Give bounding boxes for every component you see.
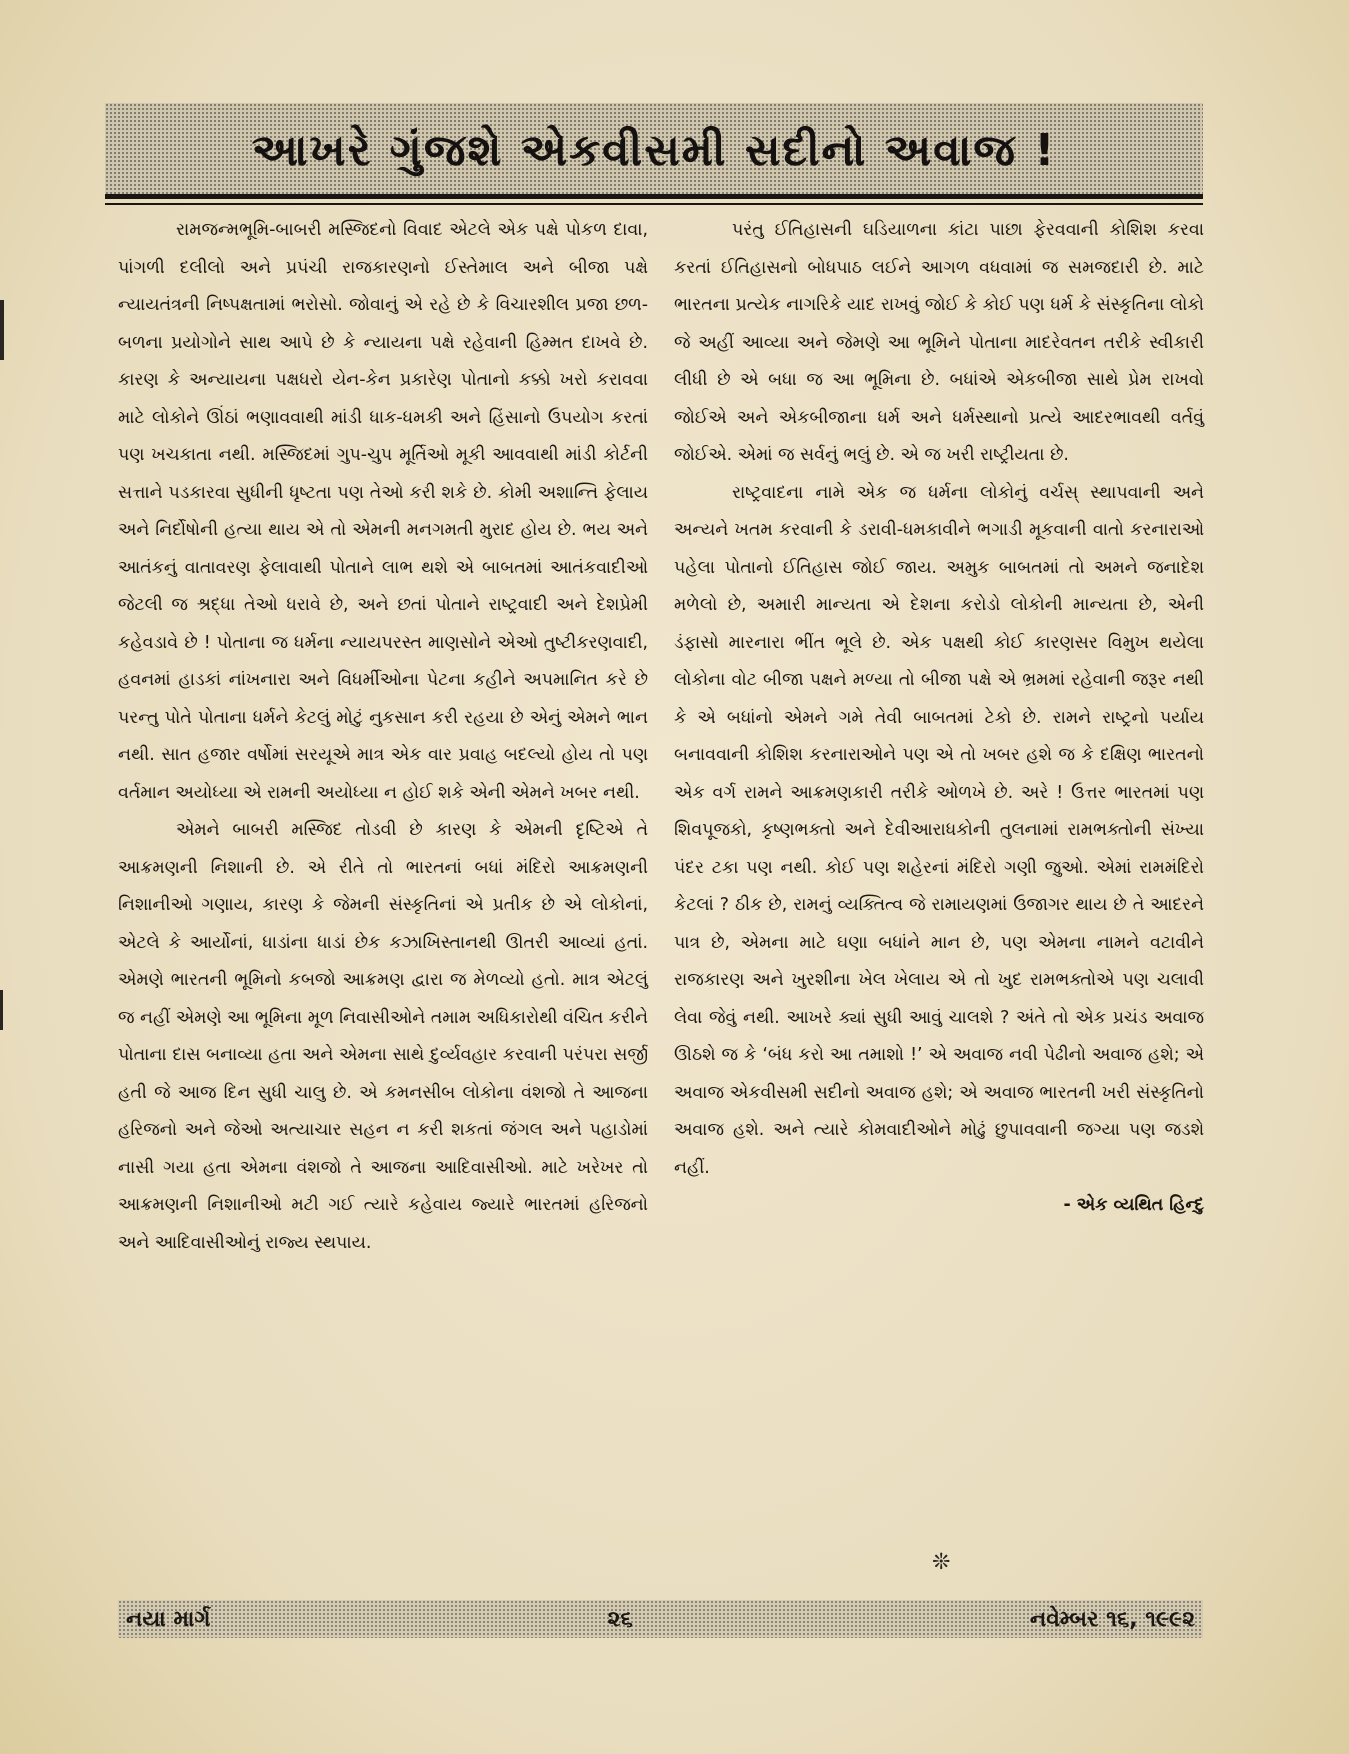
right-column [674, 212, 1204, 1225]
left-column [118, 212, 648, 1262]
article-paragraph: રામજન્મભૂમિ-બાબરી મસ્જિદનો વિવાદ એટલે એક પક્ષે પોકળ દાવા, પાંગળી દલીલો અને પ્રપંચી રાજકારણનો ઈસ્તેમાલ અને બીજા પક્ષે ન્યાયતંત્રની નિષ્પક્ષતામાં ભરોસો. જોવાનું એ રહે છે કે વિચારશીલ પ્રજા છળ-બળના પ્રયોગોને સાથ આપે છે કે ન્યાયના પક્ષે રહેવાની હિમ્મત દાખવે છે. કારણ કે અન્યાયના પક્ષધરો યેન-કેન પ્રકારેણ પોતાનો કક્કો ખરો કરાવવા માટે લોકોને ઊંઠાં ભણાવવાથી માંડી ધાક-ધમકી અને હિંસાનો ઉપયોગ કરતાં પણ ખચકાતા નથી. મસ્જિદમાં ગુપ-ચુપ મૂર્તિઓ મૂકી આવવાથી માંડી કોર્ટની સત્તાને પડકારવા સુધીની ધૃષ્ટતા પણ તેઓ કરી શકે છે. કોમી અશાન્તિ ફેલાય અને નિર્દોષોની હત્યા થાય એ તો એમની મનગમતી મુરાદ હોય છે. ભય અને આતંકનું વાતાવરણ ફેલાવાથી પોતાને લાભ થશે એ બાબતમાં આતંકવાદીઓ જેટલી જ શ્રદ્ધા તેઓ ધરાવે છે, અને છતાં પોતાને રાષ્ટ્રવાદી અને દેશપ્રેમી કહેવડાવે છે ! પોતાના જ ધર્મના ન્યાયપરસ્ત માણસોને એઓ તુષ્ટીકરણવાદી, હવનમાં હાડકાં નાંખનારા અને વિધર્મીઓના પેટના કહીને અપમાનિત કરે છે પરન્તુ પોતે પોતાના ધર્મને કેટલું મોટું નુકસાન કરી રહયા છે એનું એમને ભાન નથી. સાત હજાર વર્ષોમાં સરયૂએ માત્ર એક વાર પ્રવાહ બદલ્યો હોય તો પણ વર્તમાન અયોધ્યા એ રામની અયોધ્યા ન હોઈ શકે એની એમને ખબર નથી. [118, 220, 648, 803]
page-footer [118, 1600, 1203, 1638]
publication-name: નયા માર્ગ [126, 1606, 211, 1632]
asterism-ornament-icon: ❊ [932, 1550, 951, 1575]
issue-date: નવેમ્બર ૧૬, ૧૯૯૨ [1029, 1606, 1195, 1632]
title-banner [105, 103, 1203, 198]
edge-mark [0, 990, 3, 1030]
article-paragraph: એમને બાબરી મસ્જિદ તોડવી છે કારણ કે એમની દૃષ્ટિએ તે આક્રમણની નિશાની છે. એ રીતે તો ભારતનાં બધાં મંદિરો આક્રમણની નિશાનીઓ ગણાય, કારણ કે જેમની સંસ્કૃતિનાં એ પ્રતીક છે એ લોકોનાં, એટલે કે આર્યોનાં, ધાડાંના ધાડાં છેક કઝાખિસ્તાનથી ઊતરી આવ્યાં હતાં. એમણે ભારતની ભૂમિનો કબજો આક્રમણ દ્વારા જ મેળવ્યો હતો. માત્ર એટલું જ નહીં એમણે આ ભૂમિના મૂળ નિવાસીઓને તમામ અધિકારોથી વંચિત કરીને પોતાના દાસ બનાવ્યા હતા અને એમના સાથે દુર્વ્યવહાર કરવાની પરંપરા સર્જી હતી જે આજ દિન સુધી ચાલુ છે. એ કમનસીબ લોકોના વંશજો તે આજના હરિજનો અને જેઓ અત્યાચાર સહન ન કરી શકતાં જંગલ અને પહાડોમાં નાસી ગયા હતા એમના વંશજો તે આજના આદિવાસીઓ. માટે ખરેખર તો આક્રમણની નિશાનીઓ મટી ગઈ ત્યારે કહેવાય જ્યારે ભારતમાં હરિજનો અને આદિવાસીઓનું રાજ્ય સ્થપાય. [118, 820, 648, 1253]
article-paragraph: રાષ્ટ્રવાદના નામે એક જ ધર્મના લોકોનું વર્ચસ્ સ્થાપવાની અને અન્યને ખતમ કરવાની કે ડરાવી-ધમકાવીને ભગાડી મૂકવાની વાતો કરનારાઓ પહેલા પોતાનો ઈતિહાસ જોઈ જાય. અમુક બાબતમાં તો અમને જનાદેશ મળેલો છે, અમારી માન્યતા એ દેશના કરોડો લોકોની માન્યતા છે, એની ડંફાસો મારનારા ભીંત ભૂલે છે. એક પક્ષથી કોઈ કારણસર વિમુખ થયેલા લોકોના વોટ બીજા પક્ષને મળ્યા તો બીજા પક્ષે એ ભ્રમમાં રહેવાની જરૂર નથી કે એ બધાંનો એમને ગમે તેવી બાબતમાં ટેકો છે. રામને રાષ્ટ્રનો પર્યાય બનાવવાની કોશિશ કરનારાઓને પણ એ તો ખબર હશે જ કે દક્ષિણ ભારતનો એક વર્ગ રામને આક્રમણકારી તરીકે ઓળખે છે. અરે ! ઉત્તર ભારતમાં પણ શિવપૂજકો, કૃષ્ણભક્તો અને દેવીઆરાધકોની તુલનામાં રામભક્તોની સંખ્યા પંદર ટકા પણ નથી. કોઈ પણ શહેરનાં મંદિરો ગણી જુઓ. એમાં રામમંદિરો કેટલાં ? ઠીક છે, રામનું વ્યક્તિત્વ જે રામાયણમાં ઉજાગર થાય છે તે આદરને પાત્ર છે, એમના માટે ઘણા બધાંને માન છે, પણ એમના નામને વટાવીને રાજકારણ અને ખુરશીના ખેલ ખેલાય એ તો ખુદ રામભક્તોએ પણ ચલાવી લેવા જેવું નથી. આખરે ક્યાં સુધી આવું ચાલશે ? અંતે તો એક પ્રચંડ અવાજ ઊઠશે જ કે ‘બંધ કરો આ તમાશો !’ એ અવાજ નવી પેઢીનો અવાજ હશે; એ અવાજ એકવીસમી સદીનો અવાજ હશે; એ અવાજ ભારતની ખરી સંસ્કૃતિનો અવાજ હશે. અને ત્યારે કોમવાદીઓને મોઢું છુપાવવાની જગ્યા પણ જડશે નહીં. [674, 482, 1204, 1178]
author-signature: - એક વ્યથિત હિન્દુ [1063, 1195, 1204, 1215]
title-rule-thin [105, 203, 1203, 205]
article-paragraph: પરંતુ ઈતિહાસની ઘડિયાળના કાંટા પાછા ફેરવવાની કોશિશ કરવા કરતાં ઈતિહાસનો બોધપાઠ લઈને આગળ વધવામાં જ સમજદારી છે. માટે ભારતના પ્રત્યેક નાગરિકે યાદ રાખવું જોઈ કે કોઈ પણ ધર્મ કે સંસ્કૃતિના લોકો જે અહીં આવ્યા અને જેમણે આ ભૂમિને પોતાના માદરેવતન તરીકે સ્વીકારી લીધી છે એ બધા જ આ ભૂમિના છે. બધાંએ એકબીજા સાથે પ્રેમ રાખવો જોઈએ અને એકબીજાના ધર્મ અને ધર્મસ્થાનો પ્રત્યે આદરભાવથી વર્તવું જોઈએ. એમાં જ સર્વનું ભલું છે. એ જ ખરી રાષ્ટ્રીયતા છે. [674, 220, 1204, 465]
title-rule-thick [105, 194, 1203, 199]
edge-mark [0, 300, 4, 360]
article-title: આખરે ગુંજશે એકવીસમી સદીનો અવાજ ! [251, 125, 1057, 176]
page-number: ૨૬ [607, 1606, 633, 1632]
